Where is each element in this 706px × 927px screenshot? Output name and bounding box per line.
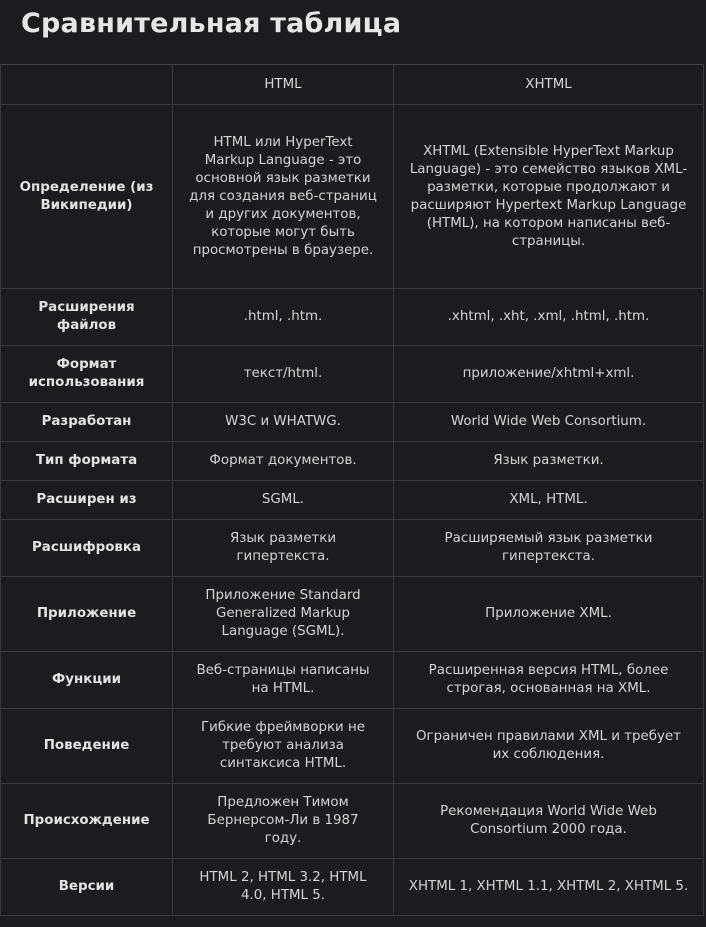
html-cell: SGML. [173,481,394,520]
header-cell-empty [1,65,173,105]
xhtml-cell: Приложение XML. [394,577,704,652]
table-row [1,784,704,859]
html-cell: Язык разметки гипертекста. [173,520,394,577]
table-row [1,520,704,577]
html-cell: текст/html. [173,346,394,403]
html-cell: Формат документов. [173,442,394,481]
row-label: Происхождение [1,784,173,859]
xhtml-cell: Расширенная версия HTML, более строгая, основанная на XML. [394,652,704,709]
html-cell: Приложение Standard Generalized Markup Language (SGML). [173,577,394,652]
xhtml-cell: Расширяемый язык разметки гипертекста. [394,520,704,577]
page-title: Сравнительная таблица [21,8,402,39]
xhtml-cell: Ограничен правилами XML и требует их соблюдения. [394,709,704,784]
row-label: Тип формата [1,442,173,481]
xhtml-cell: XHTML 1, XHTML 1.1, XHTML 2, XHTML 5. [394,859,704,916]
header-cell-html: HTML [173,65,394,105]
xhtml-cell: World Wide Web Consortium. [394,403,704,442]
xhtml-cell: XML, HTML. [394,481,704,520]
table-row [1,403,704,442]
xhtml-cell: Рекомендация World Wide Web Consortium 2000 года. [394,784,704,859]
table-row [1,481,704,520]
html-cell: Предложен Тимом Бернерсом-Ли в 1987 году. [173,784,394,859]
table-row [1,652,704,709]
html-cell: Гибкие фреймворки не требуют анализа синтаксиса HTML. [173,709,394,784]
table-row [1,577,704,652]
row-label: Расширения файлов [1,289,173,346]
table-row [1,859,704,916]
row-label: Приложение [1,577,173,652]
comparison-table [0,64,704,916]
html-cell: .html, .htm. [173,289,394,346]
row-label: Расшифровка [1,520,173,577]
table-header-row [1,65,704,105]
html-cell: Веб-страницы написаны на HTML. [173,652,394,709]
table-row [1,709,704,784]
xhtml-cell: .xhtml, .xht, .xml, .html, .htm. [394,289,704,346]
xhtml-cell: XHTML (Extensible HyperText Markup Language) - это семейство языков XML-разметки, которые продолжают и расширяют Hypertext Markup Language (HTML), на котором написаны веб-страницы. [394,105,704,289]
row-label: Функции [1,652,173,709]
row-label: Расширен из [1,481,173,520]
xhtml-cell: приложение/xhtml+xml. [394,346,704,403]
row-label: Формат использования [1,346,173,403]
row-label: Разработан [1,403,173,442]
comparison-table-container [0,64,706,916]
table-row [1,442,704,481]
row-label: Поведение [1,709,173,784]
html-cell: W3C и WHATWG. [173,403,394,442]
row-label: Версии [1,859,173,916]
row-label: Определение (из Википедии) [1,105,173,289]
html-cell: HTML или HyperText Markup Language - это основной язык разметки для создания веб-страниц и других документов, которые могут быть просмотрены в браузере. [173,105,394,289]
table-row [1,105,704,289]
xhtml-cell: Язык разметки. [394,442,704,481]
html-cell: HTML 2, HTML 3.2, HTML 4.0, HTML 5. [173,859,394,916]
header-cell-xhtml: XHTML [394,65,704,105]
table-row [1,346,704,403]
table-row [1,289,704,346]
